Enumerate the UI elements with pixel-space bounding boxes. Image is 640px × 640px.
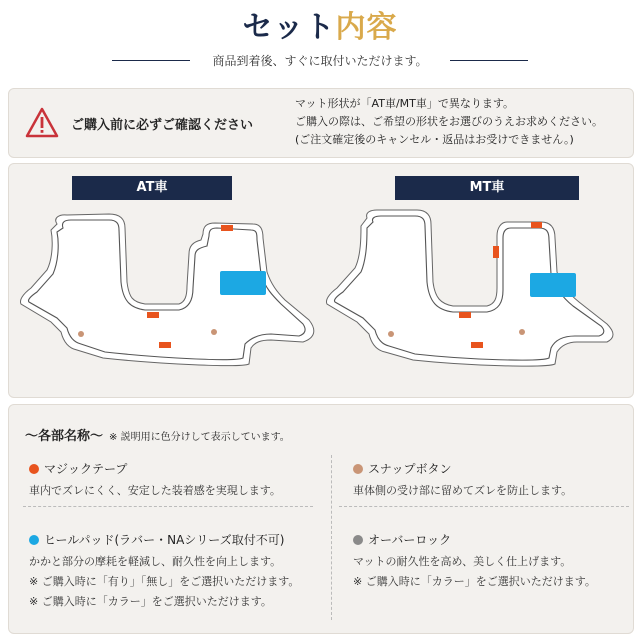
at-velcro-top xyxy=(221,225,233,231)
mt-velcro-top xyxy=(531,222,542,228)
mt-velcro-bottom xyxy=(471,342,483,348)
subtitle: 商品到着後、すぐに取付いただけます。 xyxy=(212,54,428,68)
parts-panel xyxy=(8,404,634,634)
row-divider-right xyxy=(339,506,629,507)
at-heel-pad xyxy=(220,271,266,295)
title-part-1: セット xyxy=(242,10,336,45)
mt-snap-left xyxy=(388,331,394,337)
warning-box xyxy=(8,88,634,158)
heel-pad-dot-icon xyxy=(29,535,39,545)
mt-heel-pad xyxy=(530,273,576,297)
warning-line: (ご注文確定後のキャンセル・返品はお受けできません。) xyxy=(295,133,574,146)
warning-line: ご購入の際は、ご希望の形状をお選びのうえお求めください。 xyxy=(295,115,603,128)
at-label: AT車 xyxy=(72,176,232,200)
part-velcro xyxy=(29,460,281,497)
warning-heading: ご購入前に必ずご確認ください xyxy=(71,118,254,133)
mat-diagram-panel xyxy=(8,163,634,398)
row-divider-left xyxy=(23,506,313,507)
part-description: マットの耐久性を高め、美しく仕上げます。 xyxy=(353,555,572,568)
warning-note xyxy=(295,95,603,149)
overlock-dot-icon xyxy=(353,535,363,545)
at-mat xyxy=(20,214,313,366)
mt-mat xyxy=(326,210,613,366)
part-note: ※ ご購入時に「カラー」をご選択いただけます。 xyxy=(29,595,272,608)
subtitle-rule-right xyxy=(450,60,528,61)
part-name: マジックテープ xyxy=(44,462,128,476)
title-part-2: 内容 xyxy=(335,10,398,45)
snap-dot-icon xyxy=(353,464,363,474)
part-note: ※ ご購入時に「有り」「無し」をご選択いただけます。 xyxy=(29,575,300,588)
part-name: ヒールパッド(ラバー・NAシリーズ取付不可) xyxy=(44,533,285,547)
part-note: ※ ご購入時に「カラー」をご選択いただけます。 xyxy=(353,575,596,588)
mt-velcro-side xyxy=(493,246,499,258)
velcro-dot-icon xyxy=(29,464,39,474)
at-snap-left xyxy=(78,331,84,337)
page-title xyxy=(0,2,640,46)
mt-velcro-mid xyxy=(459,312,471,318)
part-description: 車内でズレにくく、安定した装着感を実現します。 xyxy=(29,484,281,497)
part-name: オーバーロック xyxy=(368,533,452,547)
at-velcro-bottom xyxy=(159,342,171,348)
part-name: スナップボタン xyxy=(368,462,452,476)
mat-diagrams xyxy=(9,164,633,397)
column-divider xyxy=(331,455,332,620)
subtitle-row xyxy=(0,52,640,68)
warning-line: マット形状が「AT車/MT車」で異なります。 xyxy=(295,97,514,110)
part-description: 車体側の受け部に留めてズレを防止します。 xyxy=(353,484,573,497)
at-velcro-mid xyxy=(147,312,159,318)
mt-snap-right xyxy=(519,329,525,335)
at-snap-right xyxy=(211,329,217,335)
part-description: かかと部分の摩耗を軽減し、耐久性を向上します。 xyxy=(29,555,282,568)
part-overlock xyxy=(353,531,596,588)
parts-heading-note: ※ 説明用に色分けして表示しています。 xyxy=(109,432,290,443)
mt-label: MT車 xyxy=(395,176,579,200)
warning-icon xyxy=(25,107,59,139)
part-snap-button xyxy=(353,460,572,497)
part-heel-pad xyxy=(29,531,299,608)
parts-heading xyxy=(25,425,290,444)
parts-heading-text: 〜各部名称〜 xyxy=(25,429,104,444)
